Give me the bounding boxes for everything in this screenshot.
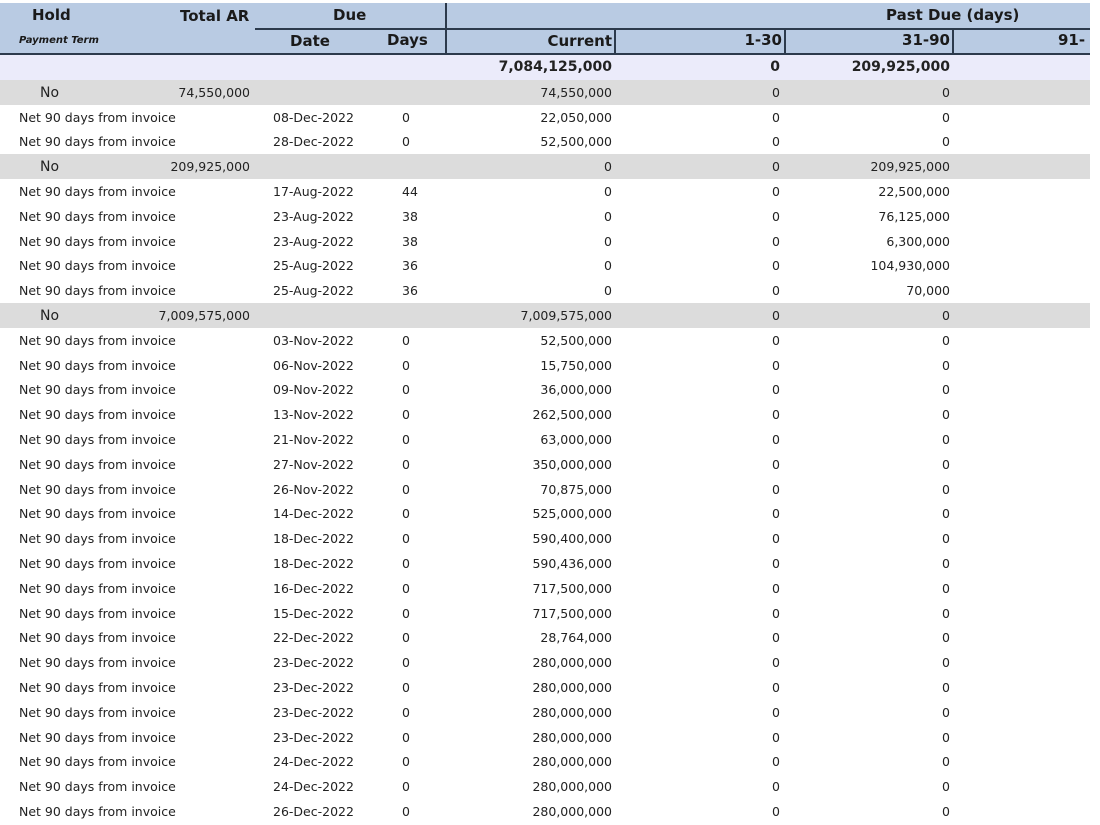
aging-1-30-cell: 0: [772, 580, 780, 596]
current-cell: 280,000,000: [532, 704, 612, 720]
aging-31-90-cell: 209,925,000: [870, 159, 950, 175]
table-row[interactable]: [0, 749, 1090, 774]
table-row[interactable]: [0, 576, 1090, 601]
table-row[interactable]: [0, 799, 1090, 824]
aging-1-30-cell: 0: [772, 407, 780, 423]
aging-1-30-cell: 0: [772, 332, 780, 348]
payment-term-cell: Net 90 days from invoice: [19, 283, 176, 299]
col-past-due: Past Due (days): [886, 6, 1020, 24]
payment-term-cell: Net 90 days from invoice: [19, 531, 176, 547]
aging-31-90-cell: 104,930,000: [870, 258, 950, 274]
aging-1-30-cell: 0: [772, 109, 780, 125]
divider: [614, 28, 616, 53]
due-date-cell: 26-Dec-2022: [273, 803, 354, 819]
aging-1-30-cell: 0: [772, 704, 780, 720]
col-due: Due: [333, 6, 367, 24]
aging-1-30-cell: 0: [772, 803, 780, 819]
aging-1-30-cell: 0: [772, 233, 780, 249]
aging-1-30-cell: 0: [772, 183, 780, 199]
due-date-cell: 17-Aug-2022: [273, 183, 354, 199]
aging-31-90-cell: 0: [942, 555, 950, 571]
table-row[interactable]: [0, 253, 1090, 278]
table-row[interactable]: [0, 477, 1090, 502]
aging-31-90-cell: 0: [942, 729, 950, 745]
aging-31-90-cell: 0: [942, 506, 950, 522]
due-days-cell: 0: [402, 555, 410, 571]
current-cell: 590,400,000: [532, 531, 612, 547]
due-date-cell: 08-Dec-2022: [273, 109, 354, 125]
group-row[interactable]: [0, 80, 1090, 105]
current-cell: 280,000,000: [532, 679, 612, 695]
payment-term-cell: Net 90 days from invoice: [19, 555, 176, 571]
col-91-plus[interactable]: 91-: [1058, 31, 1086, 49]
due-date-cell: 23-Aug-2022: [273, 208, 354, 224]
due-date-cell: 28-Dec-2022: [273, 134, 354, 150]
aging-31-90-cell: 0: [942, 431, 950, 447]
table-row[interactable]: [0, 452, 1090, 477]
current-cell: 63,000,000: [540, 431, 612, 447]
due-date-cell: 24-Dec-2022: [273, 779, 354, 795]
due-date-cell: 15-Dec-2022: [273, 605, 354, 621]
table-row[interactable]: [0, 353, 1090, 378]
due-days-cell: 36: [402, 283, 418, 299]
grand-total-row: [0, 55, 1090, 80]
payment-term-cell: Net 90 days from invoice: [19, 208, 176, 224]
current-cell: 717,500,000: [532, 580, 612, 596]
due-date-cell: 26-Nov-2022: [273, 481, 354, 497]
due-date-cell: 23-Aug-2022: [273, 233, 354, 249]
col-1-30[interactable]: 1-30: [744, 31, 782, 49]
due-days-cell: 38: [402, 233, 418, 249]
aging-31-90-cell: 0: [942, 580, 950, 596]
table-header: [0, 3, 1090, 55]
aging-1-30-cell: 0: [772, 357, 780, 373]
payment-term-cell: Net 90 days from invoice: [19, 779, 176, 795]
aging-31-90-cell: 0: [942, 481, 950, 497]
current-cell: 717,500,000: [532, 605, 612, 621]
table-row[interactable]: [0, 204, 1090, 229]
aging-1-30-cell: 0: [772, 382, 780, 398]
table-row[interactable]: [0, 774, 1090, 799]
payment-term-cell: Net 90 days from invoice: [19, 729, 176, 745]
aging-1-30-cell: 0: [772, 258, 780, 274]
aging-1-30-cell: 0: [772, 506, 780, 522]
due-days-cell: 0: [402, 456, 410, 472]
due-days-cell: 0: [402, 655, 410, 671]
table-row[interactable]: [0, 675, 1090, 700]
due-date-cell: 24-Dec-2022: [273, 754, 354, 770]
aging-1-30-cell: 0: [772, 531, 780, 547]
due-days-cell: 0: [402, 357, 410, 373]
aging-1-30-cell: 0: [772, 159, 780, 175]
due-date-cell: 03-Nov-2022: [273, 332, 354, 348]
total-current: 7,084,125,000: [498, 59, 612, 75]
due-days-cell: 0: [402, 109, 410, 125]
due-date-cell: 23-Dec-2022: [273, 729, 354, 745]
table-row[interactable]: [0, 328, 1090, 353]
due-days-cell: 0: [402, 580, 410, 596]
current-cell: 262,500,000: [532, 407, 612, 423]
table-row[interactable]: [0, 105, 1090, 130]
due-date-cell: 25-Aug-2022: [273, 258, 354, 274]
table-row[interactable]: [0, 402, 1090, 427]
current-cell: 7,009,575,000: [520, 307, 612, 323]
col-31-90[interactable]: 31-90: [902, 31, 950, 49]
current-cell: 15,750,000: [540, 357, 612, 373]
divider: [255, 28, 445, 30]
table-row[interactable]: [0, 179, 1090, 204]
aging-1-30-cell: 0: [772, 307, 780, 323]
due-days-cell: 44: [402, 183, 418, 199]
aging-31-90-cell: 0: [942, 704, 950, 720]
due-date-cell: 21-Nov-2022: [273, 431, 354, 447]
table-row[interactable]: [0, 229, 1090, 254]
col-due-date[interactable]: Date: [290, 32, 330, 50]
due-days-cell: 0: [402, 382, 410, 398]
payment-term-cell: Net 90 days from invoice: [19, 233, 176, 249]
aging-31-90-cell: 0: [942, 679, 950, 695]
due-days-cell: 0: [402, 803, 410, 819]
current-cell: 52,500,000: [540, 134, 612, 150]
current-cell: 0: [604, 183, 612, 199]
aging-31-90-cell: 0: [942, 84, 950, 100]
current-cell: 0: [604, 208, 612, 224]
table-row[interactable]: [0, 377, 1090, 402]
divider: [445, 28, 1090, 30]
col-total-ar[interactable]: Total AR: [180, 7, 250, 25]
current-cell: 0: [604, 233, 612, 249]
table-row[interactable]: [0, 700, 1090, 725]
aging-1-30-cell: 0: [772, 605, 780, 621]
payment-term-cell: Net 90 days from invoice: [19, 109, 176, 125]
payment-term-cell: Net 90 days from invoice: [19, 580, 176, 596]
aging-31-90-cell: 0: [942, 332, 950, 348]
due-date-cell: 16-Dec-2022: [273, 580, 354, 596]
due-days-cell: 0: [402, 481, 410, 497]
due-days-cell: 0: [402, 531, 410, 547]
due-date-cell: 25-Aug-2022: [273, 283, 354, 299]
payment-term-cell: Net 90 days from invoice: [19, 803, 176, 819]
aging-1-30-cell: 0: [772, 729, 780, 745]
due-date-cell: 06-Nov-2022: [273, 357, 354, 373]
divider: [952, 28, 954, 53]
due-date-cell: 09-Nov-2022: [273, 382, 354, 398]
col-payment-term[interactable]: Payment Term: [19, 35, 99, 46]
due-days-cell: 38: [402, 208, 418, 224]
due-date-cell: 27-Nov-2022: [273, 456, 354, 472]
due-date-cell: 14-Dec-2022: [273, 506, 354, 522]
payment-term-cell: Net 90 days from invoice: [19, 754, 176, 770]
aging-1-30-cell: 0: [772, 655, 780, 671]
aging-1-30-cell: 0: [772, 779, 780, 795]
aging-31-90-cell: 0: [942, 531, 950, 547]
due-days-cell: 0: [402, 630, 410, 646]
table-row[interactable]: [0, 427, 1090, 452]
due-date-cell: 23-Dec-2022: [273, 704, 354, 720]
current-cell: 22,050,000: [540, 109, 612, 125]
current-cell: 280,000,000: [532, 655, 612, 671]
payment-term-cell: Net 90 days from invoice: [19, 431, 176, 447]
aging-1-30-cell: 0: [772, 208, 780, 224]
total-ar-cell: 209,925,000: [170, 159, 250, 175]
current-cell: 280,000,000: [532, 803, 612, 819]
current-cell: 525,000,000: [532, 506, 612, 522]
due-days-cell: 36: [402, 258, 418, 274]
current-cell: 28,764,000: [540, 630, 612, 646]
current-cell: 70,875,000: [540, 481, 612, 497]
table-row[interactable]: [0, 526, 1090, 551]
table-row[interactable]: [0, 501, 1090, 526]
total-31-90: 209,925,000: [851, 59, 950, 75]
due-days-cell: 0: [402, 779, 410, 795]
payment-term-cell: Net 90 days from invoice: [19, 134, 176, 150]
aging-1-30-cell: 0: [772, 283, 780, 299]
current-cell: 0: [604, 159, 612, 175]
table-row[interactable]: [0, 129, 1090, 154]
col-hold[interactable]: Hold: [32, 6, 71, 24]
table-row[interactable]: [0, 278, 1090, 303]
aging-31-90-cell: 0: [942, 803, 950, 819]
total-1-30: 0: [770, 59, 780, 75]
current-cell: 590,436,000: [532, 555, 612, 571]
table-row[interactable]: [0, 625, 1090, 650]
due-date-cell: 22-Dec-2022: [273, 630, 354, 646]
payment-term-cell: Net 90 days from invoice: [19, 679, 176, 695]
aging-1-30-cell: 0: [772, 679, 780, 695]
divider: [784, 28, 786, 53]
payment-term-cell: Net 90 days from invoice: [19, 630, 176, 646]
aging-31-90-cell: 0: [942, 630, 950, 646]
aging-31-90-cell: 0: [942, 357, 950, 373]
due-date-cell: 18-Dec-2022: [273, 531, 354, 547]
due-days-cell: 0: [402, 332, 410, 348]
payment-term-cell: Net 90 days from invoice: [19, 258, 176, 274]
due-date-cell: 23-Dec-2022: [273, 655, 354, 671]
table-row[interactable]: [0, 725, 1090, 750]
aging-31-90-cell: 0: [942, 779, 950, 795]
due-days-cell: 0: [402, 729, 410, 745]
aging-31-90-cell: 76,125,000: [878, 208, 950, 224]
aging-1-30-cell: 0: [772, 555, 780, 571]
payment-term-cell: Net 90 days from invoice: [19, 704, 176, 720]
current-cell: 0: [604, 258, 612, 274]
col-due-days[interactable]: Days: [387, 31, 428, 49]
aging-1-30-cell: 0: [772, 754, 780, 770]
aging-1-30-cell: 0: [772, 431, 780, 447]
payment-term-cell: Net 90 days from invoice: [19, 605, 176, 621]
current-cell: 280,000,000: [532, 729, 612, 745]
aging-31-90-cell: 0: [942, 605, 950, 621]
aging-1-30-cell: 0: [772, 84, 780, 100]
aging-31-90-cell: 0: [942, 134, 950, 150]
aging-31-90-cell: 6,300,000: [886, 233, 950, 249]
aging-31-90-cell: 0: [942, 407, 950, 423]
payment-term-cell: Net 90 days from invoice: [19, 357, 176, 373]
current-cell: 52,500,000: [540, 332, 612, 348]
aging-31-90-cell: 70,000: [906, 283, 950, 299]
payment-term-cell: Net 90 days from invoice: [19, 506, 176, 522]
aging-31-90-cell: 0: [942, 754, 950, 770]
due-days-cell: 0: [402, 605, 410, 621]
total-ar-cell: 7,009,575,000: [158, 307, 250, 323]
payment-term-cell: Net 90 days from invoice: [19, 481, 176, 497]
aging-31-90-cell: 0: [942, 109, 950, 125]
due-days-cell: 0: [402, 506, 410, 522]
table-row[interactable]: [0, 650, 1090, 675]
group-row[interactable]: [0, 154, 1090, 179]
due-days-cell: 0: [402, 679, 410, 695]
table-row[interactable]: [0, 601, 1090, 626]
payment-term-cell: Net 90 days from invoice: [19, 183, 176, 199]
payment-term-cell: Net 90 days from invoice: [19, 407, 176, 423]
due-date-cell: 23-Dec-2022: [273, 679, 354, 695]
total-ar-cell: 74,550,000: [178, 84, 250, 100]
payment-term-cell: Net 90 days from invoice: [19, 332, 176, 348]
aging-31-90-cell: 0: [942, 382, 950, 398]
aging-1-30-cell: 0: [772, 456, 780, 472]
aging-1-30-cell: 0: [772, 630, 780, 646]
current-cell: 280,000,000: [532, 754, 612, 770]
current-cell: 74,550,000: [540, 84, 612, 100]
payment-term-cell: Net 90 days from invoice: [19, 655, 176, 671]
current-cell: 280,000,000: [532, 779, 612, 795]
due-date-cell: 18-Dec-2022: [273, 555, 354, 571]
hold-cell: No: [40, 84, 60, 101]
ar-aging-report: [0, 3, 1090, 824]
aging-31-90-cell: 0: [942, 456, 950, 472]
group-row[interactable]: [0, 303, 1090, 328]
aging-1-30-cell: 0: [772, 134, 780, 150]
aging-31-90-cell: 0: [942, 307, 950, 323]
hold-cell: No: [40, 159, 60, 176]
hold-cell: No: [40, 307, 60, 324]
table-row[interactable]: [0, 551, 1090, 576]
payment-term-cell: Net 90 days from invoice: [19, 382, 176, 398]
current-cell: 0: [604, 283, 612, 299]
due-days-cell: 0: [402, 134, 410, 150]
due-date-cell: 13-Nov-2022: [273, 407, 354, 423]
due-days-cell: 0: [402, 704, 410, 720]
due-days-cell: 0: [402, 407, 410, 423]
aging-31-90-cell: 0: [942, 655, 950, 671]
aging-31-90-cell: 22,500,000: [878, 183, 950, 199]
aging-1-30-cell: 0: [772, 481, 780, 497]
payment-term-cell: Net 90 days from invoice: [19, 456, 176, 472]
due-days-cell: 0: [402, 431, 410, 447]
current-cell: 36,000,000: [540, 382, 612, 398]
current-cell: 350,000,000: [532, 456, 612, 472]
col-current[interactable]: Current: [547, 32, 612, 50]
due-days-cell: 0: [402, 754, 410, 770]
